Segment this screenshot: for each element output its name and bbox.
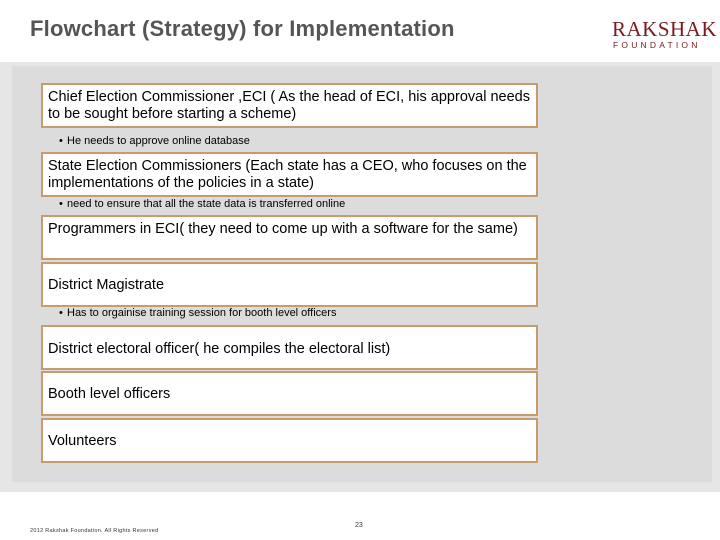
bullet-icon: • (59, 135, 63, 147)
step-box-programmers-eci: Programmers in ECI( they need to come up with a software for the same) (41, 215, 538, 260)
note-text: He needs to approve online database (67, 135, 250, 147)
footer-copyright: 2012 Rakshak Foundation. All Rights Reserved (30, 528, 159, 534)
logo-subtitle: FOUNDATION (613, 40, 701, 50)
bullet-icon: • (59, 307, 63, 319)
step-note-state-data-online (59, 198, 345, 211)
step-note-training-session (59, 307, 336, 320)
page-number: 23 (355, 522, 363, 529)
step-box-chief-election-commissioner: Chief Election Commissioner ,ECI ( As the head of ECI, his approval needs to be sought before starting a scheme) (41, 83, 538, 128)
step-box-district-electoral-officer: District electoral officer( he compiles the electoral list) (41, 325, 538, 370)
step-box-state-election-commissioners: State Election Commissioners (Each state has a CEO, who focuses on the implementations of the policies in a state) (41, 152, 538, 197)
logo (612, 17, 718, 50)
note-text: Has to orgainise training session for booth level officers (67, 307, 337, 319)
step-box-volunteers: Volunteers (41, 418, 538, 463)
note-text: need to ensure that all the state data is transferred online (67, 198, 346, 210)
bullet-icon: • (59, 198, 63, 210)
slide-title: Flowchart (Strategy) for Implementation (30, 16, 455, 41)
step-box-booth-level-officers: Booth level officers (41, 371, 538, 416)
step-note-approve-database (59, 135, 250, 148)
logo-word: RAKSHAK (612, 17, 718, 41)
step-box-district-magistrate: District Magistrate (41, 262, 538, 307)
